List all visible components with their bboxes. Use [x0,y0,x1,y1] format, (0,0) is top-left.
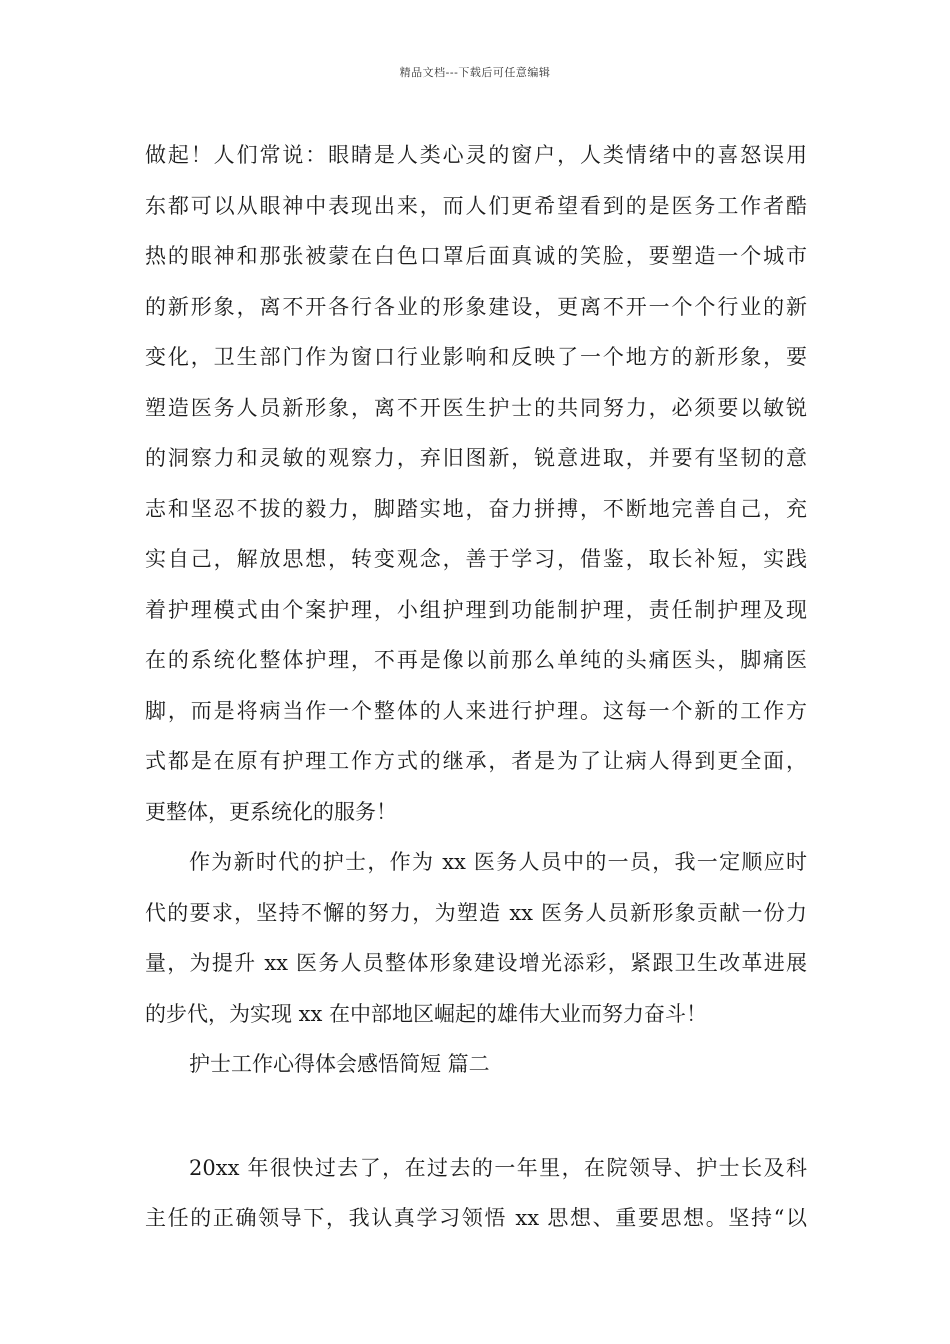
page-header: 精品文档---下载后可任意编辑 [399,66,551,79]
paragraph-line: 热的眼神和那张被蒙在白色口罩后面真诚的笑脸，要塑造一个城市 [145,244,807,268]
paragraph-line: 20xx 年很快过去了，在过去的一年里，在院领导、护士长及科 [189,1155,807,1180]
paragraph-line: 的洞察力和灵敏的观察力，弃旧图新，锐意进取，并要有坚韧的意 [145,446,807,470]
paragraph-line: 在的系统化整体护理，不再是像以前那么单纯的头痛医头，脚痛医 [145,648,807,672]
paragraph-line: 的步代，为实现 xx 在中部地区崛起的雄伟大业而努力奋斗！ [145,1001,708,1026]
paragraph-line: 做起！人们常说：眼睛是人类心灵的窗户，人类情绪中的喜怒误用 [145,143,807,167]
paragraph-line: 式都是在原有护理工作方式的继承，者是为了让病人得到更全面， [145,749,807,773]
paragraph-line: 志和坚忍不拔的毅力，脚踏实地，奋力拼搏，不断地完善自己，充 [145,496,807,521]
paragraph-line: 变化，卫生部门作为窗口行业影响和反映了一个地方的新形象，要 [145,345,807,369]
paragraph-line: 东都可以从眼神中表现出来，而人们更希望看到的是医务工作者酷 [145,193,807,218]
document-body [145,130,807,1244]
section-title: 护士工作心得体会感悟简短 篇二 [189,1052,490,1076]
paragraph-line: 实自己，解放思想，转变观念，善于学习，借鉴，取长补短，实践 [145,547,807,571]
paragraph-line: 着护理模式由个案护理，小组护理到功能制护理，责任制护理及现 [145,597,807,622]
paragraph-line: 主任的正确领导下，我认真学习领悟 xx 思想、重要思想。坚持“以 [145,1206,807,1230]
spacer [145,1090,807,1143]
paragraph-3 [145,1143,807,1244]
paragraph-line: 作为新时代的护士，作为 xx 医务人员中的一员，我一定顺应时 [189,850,807,874]
paragraph-1 [145,130,807,837]
paragraph-line: 代的要求，坚持不懈的努力，为塑造 xx 医务人员新形象贡献一份力 [145,900,807,925]
paragraph-line: 更整体，更系统化的服务！ [145,799,397,824]
paragraph-line: 量，为提升 xx 医务人员整体形象建设增光添彩，紧跟卫生改革进展 [145,951,807,975]
paragraph-line: 的新形象，离不开各行各业的形象建设，更离不开一个个行业的新 [145,294,807,319]
paragraph-line: 脚，而是将病当作一个整体的人来进行护理。这每一个新的工作方 [145,698,807,723]
paragraph-2 [145,837,807,1039]
paragraph-line: 塑造医务人员新形象，离不开医生护士的共同努力，必须要以敏锐 [145,395,807,420]
